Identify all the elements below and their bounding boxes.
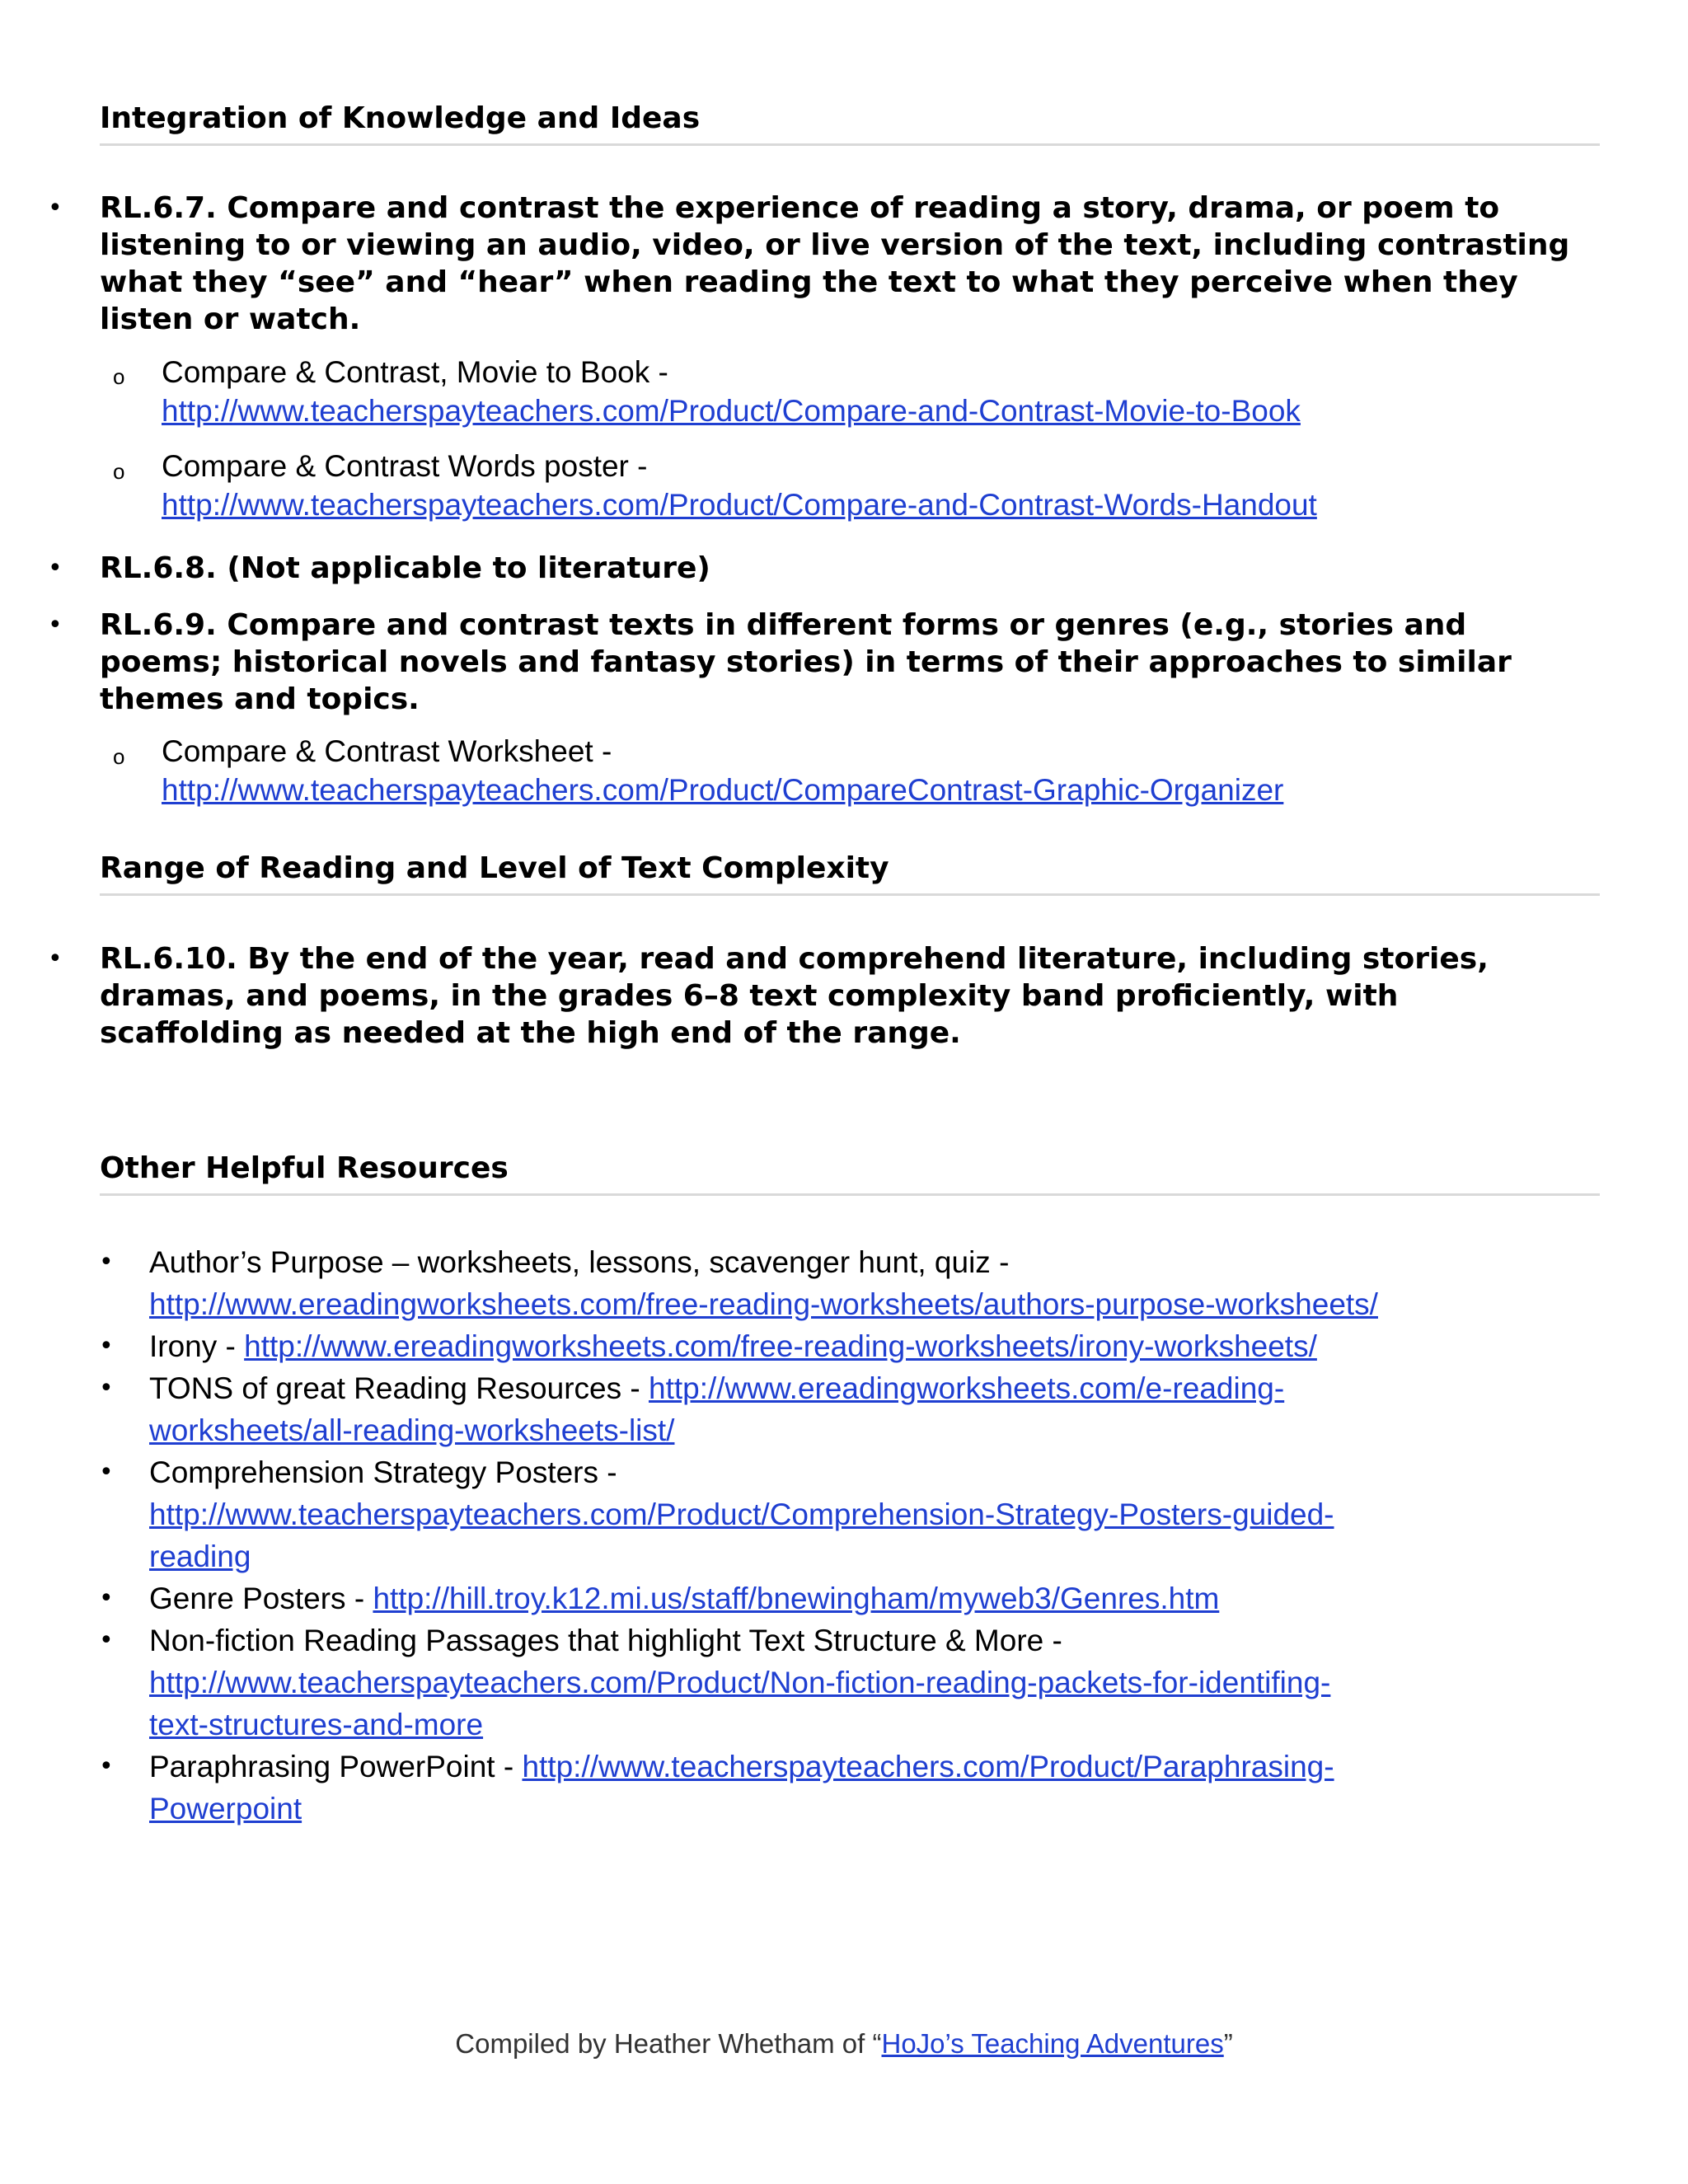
resource-link[interactable]: http://www.ereadingworksheets.com/e-reading- [649,1371,1285,1405]
bullet-icon: • [99,1248,114,1277]
resource-item: Compare & Contrast Worksheet - http://www.teacherspayteachers.com/Product/CompareContrast-Graphic-Organizer [162,734,1284,807]
resource-item: Compare & Contrast Words poster - http://www.teacherspayteachers.com/Product/Compare-and-Contrast-Words-Handout [162,449,1317,522]
bullet-icon: • [99,1752,114,1781]
bullet-icon: • [99,1458,114,1487]
resource-link[interactable]: http://www.teacherspayteachers.com/Product/Comprehension-Strategy-Posters-guided- [149,1497,1334,1531]
bullet-icon: • [99,1374,114,1403]
list-item: TONS of great Reading Resources - http://www.ereadingworksheets.com/e-reading- worksheets/all-reading-worksheets-list/ [149,1371,1285,1447]
footer-credit: Compiled by Heather Whetham of “HoJo’s Teaching Adventures” [455,2028,1233,2059]
resource-link[interactable]: text-structures-and-more [149,1708,484,1741]
resource-link[interactable]: http://www.teacherspayteachers.com/Product/CompareContrast-Graphic-Organizer [162,773,1284,807]
resource-link[interactable]: http://www.ereadingworksheets.com/free-reading-worksheets/irony-worksheets/ [244,1329,1317,1363]
bullet-icon: • [99,1332,114,1361]
bullet-icon: • [99,1626,114,1655]
resource-link[interactable]: http://www.ereadingworksheets.com/free-reading-worksheets/authors-purpose-worksheets/ [149,1287,1378,1321]
list-item: Irony - http://www.ereadingworksheets.com/free-reading-worksheets/irony-worksheets/ [149,1329,1317,1363]
list-item: Paraphrasing PowerPoint - http://www.teacherspayteachers.com/Product/Paraphrasing- Powerpoint [149,1750,1334,1825]
resource-link[interactable]: reading [149,1540,251,1573]
list-item: Non-fiction Reading Passages that highlight Text Structure & More - http://www.teacherspayteachers.com/Product/Non-fiction-reading-packets-for-identifing- text-structures-and-more [149,1624,1331,1741]
list-item: Comprehension Strategy Posters - http://www.teacherspayteachers.com/Product/Comprehension-Strategy-Posters-guided- reading [149,1455,1334,1573]
list-item: Genre Posters - http://hill.troy.k12.mi.us/staff/bnewingham/myweb3/Genres.htm [149,1582,1220,1615]
standard-rl-6-7: RL.6.7. Compare and contrast the experience of reading a story, drama, or poem to listening to or viewing an audio, video, or live version of the text, including contrasting what they “see” and “hear” when reading the text to what they perceive when they listen or watch. [100,191,1570,336]
resource-link[interactable]: http://www.teacherspayteachers.com/Product/Compare-and-Contrast-Movie-to-Book [162,394,1301,428]
resource-link[interactable]: http://hill.troy.k12.mi.us/staff/bnewingham/myweb3/Genres.htm [373,1582,1220,1615]
section-heading-other-resources: Other Helpful Resources [100,1151,1600,1196]
circle-bullet-icon: o [113,364,125,389]
list-item: Author’s Purpose – worksheets, lessons, scavenger hunt, quiz - http://www.ereadingworksheets.com/free-reading-worksheets/authors-purpose-worksheets/ [149,1245,1378,1321]
resource-link[interactable]: http://www.teacherspayteachers.com/Product/Compare-and-Contrast-Words-Handout [162,488,1317,522]
bullet-icon: • [48,194,63,223]
standard-rl-6-8: RL.6.8. (Not applicable to literature) [100,551,710,585]
section-heading-range: Range of Reading and Level of Text Complexity [100,851,1600,896]
standard-rl-6-10: RL.6.10. By the end of the year, read and comprehend literature, including stories, dramas, and poems, in the grades 6–8 text complexity band proficiently, with scaffolding as needed at the high end of the range. [100,942,1489,1050]
bullet-icon: • [99,1584,114,1613]
resource-link[interactable]: http://www.teacherspayteachers.com/Product/Paraphrasing- [522,1750,1334,1783]
circle-bullet-icon: o [113,459,125,484]
bullet-icon: • [48,611,63,640]
footer-link[interactable]: HoJo’s Teaching Adventures [881,2028,1224,2059]
section-heading-integration: Integration of Knowledge and Ideas [100,101,1600,146]
resource-link[interactable]: Powerpoint [149,1792,302,1825]
standard-rl-6-9: RL.6.9. Compare and contrast texts in different forms or genres (e.g., stories and poems; historical novels and fantasy stories) in terms of their approaches to similar themes and topics. [100,608,1512,716]
resource-item: Compare & Contrast, Movie to Book - http://www.teacherspayteachers.com/Product/Compare-and-Contrast-Movie-to-Book [162,355,1301,428]
bullet-icon: • [48,944,63,973]
bullet-icon: • [48,554,63,583]
resource-link[interactable]: worksheets/all-reading-worksheets-list/ [149,1413,675,1447]
circle-bullet-icon: o [113,744,125,769]
resource-link[interactable]: http://www.teacherspayteachers.com/Product/Non-fiction-reading-packets-for-identifing- [149,1666,1331,1699]
